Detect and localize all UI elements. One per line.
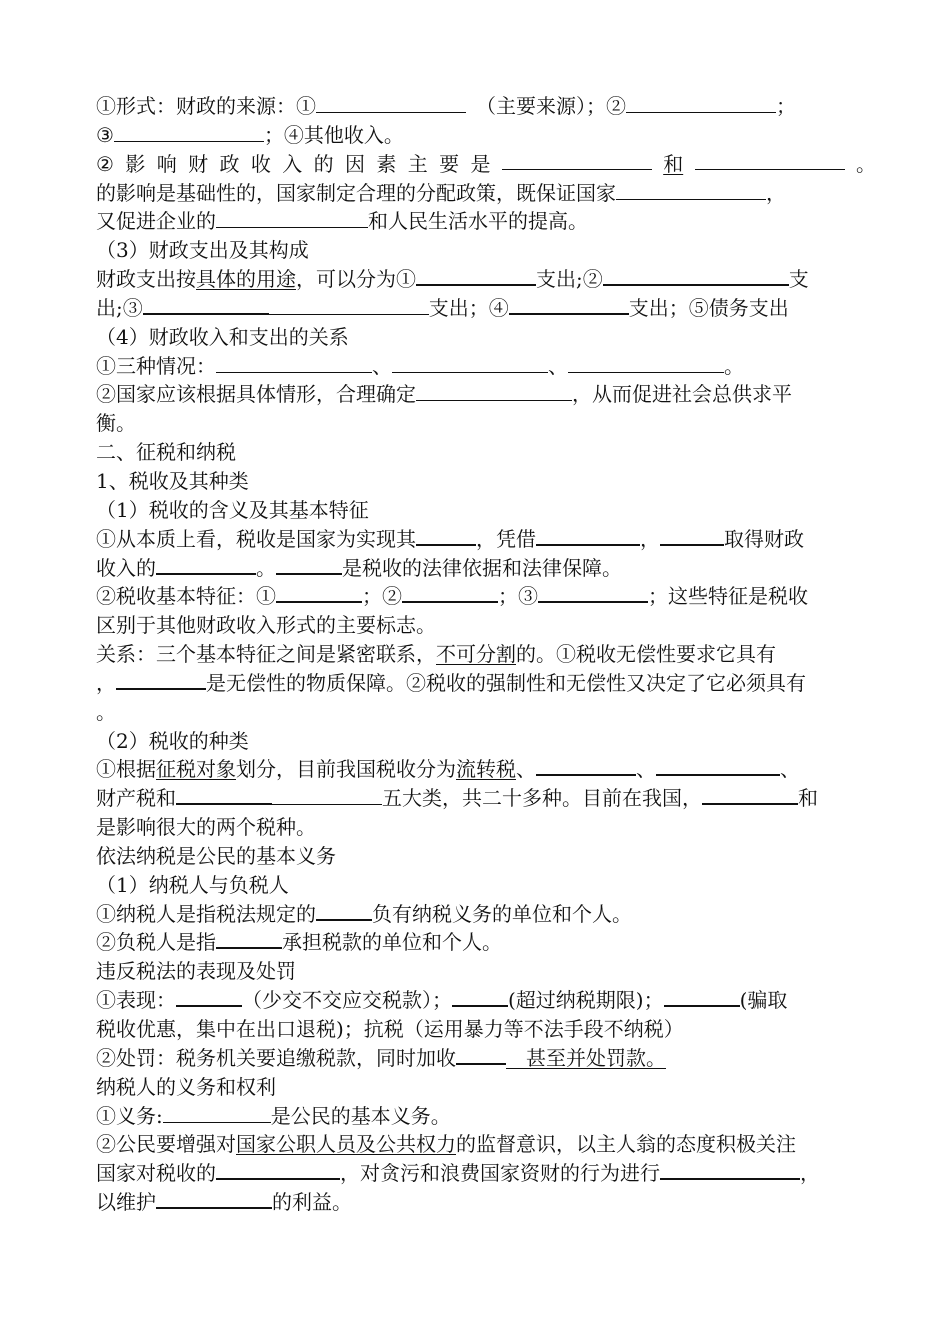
underlined-text: 和 xyxy=(663,151,684,176)
fill-in-blank[interactable] xyxy=(660,525,724,546)
text-segment: 收入的 xyxy=(96,555,156,580)
text-line xyxy=(96,1102,876,1131)
fill-in-blank[interactable] xyxy=(536,755,636,776)
text-line xyxy=(96,150,876,179)
text-segment: ①三种情况： xyxy=(96,353,216,378)
text-line xyxy=(96,900,876,929)
text-line xyxy=(96,755,876,784)
text-segment: ①形式：财政的来源：① xyxy=(96,94,316,118)
text-segment: 支 xyxy=(788,267,809,292)
text-segment: 衡。 xyxy=(96,411,136,436)
text-segment: 影 xyxy=(125,151,146,176)
text-segment: 的影响是基础性的，国家制定合理的分配政策，既保证国家 xyxy=(96,180,616,205)
text-segment: 是 xyxy=(470,151,491,176)
text-line xyxy=(96,92,876,121)
fill-in-blank[interactable] xyxy=(502,150,652,170)
text-line xyxy=(96,294,876,323)
text-segment: 、 xyxy=(780,757,800,782)
text-segment: 出;③ xyxy=(96,295,143,320)
text-segment: 。 xyxy=(724,353,744,378)
text-segment: （3）财政支出及其构成 xyxy=(96,238,309,263)
fill-in-blank[interactable] xyxy=(216,208,368,228)
text-segment: 划分，目前我国税收分为 xyxy=(236,757,456,782)
text-line xyxy=(96,265,876,294)
text-segment: 响 xyxy=(156,151,177,176)
fill-in-blank[interactable] xyxy=(416,265,536,286)
text-segment: ②处罚：税务机关要追缴税款，同时加收 xyxy=(96,1045,456,1070)
text-segment: 的监督意识，以主人翁的态度积极关注 xyxy=(456,1132,796,1157)
fill-in-blank[interactable] xyxy=(156,1188,272,1209)
text-segment: 、 xyxy=(516,757,536,782)
text-segment: 国家对税收的 xyxy=(96,1161,216,1186)
text-segment: 以维护 xyxy=(96,1190,156,1215)
text-segment: 税收优惠，集中在出口退税)；抗税（运用暴力等不法手段不纳税） xyxy=(96,1017,684,1041)
text-line xyxy=(96,640,876,669)
fill-in-blank[interactable] xyxy=(603,265,789,286)
text-line xyxy=(96,1159,876,1188)
text-line xyxy=(96,1044,876,1073)
text-segment: ； xyxy=(776,94,796,118)
fill-in-blank[interactable] xyxy=(702,784,798,805)
text-line xyxy=(96,236,876,265)
text-segment: 和人民生活水平的提高。 xyxy=(368,209,588,234)
text-segment: 主 xyxy=(407,151,428,176)
fill-in-blank[interactable] xyxy=(114,122,264,142)
fill-in-blank[interactable] xyxy=(656,755,780,776)
underlined-text: 甚至并处罚款。 xyxy=(506,1045,666,1070)
text-segment: 负有纳税义务的单位和个人。 xyxy=(372,901,632,926)
text-line xyxy=(96,669,876,698)
text-line xyxy=(96,352,876,381)
text-line xyxy=(96,727,876,756)
fill-in-blank[interactable] xyxy=(156,554,256,575)
text-segment: ②税收基本特征：① xyxy=(96,584,276,609)
text-segment: （1）纳税人与负税人 xyxy=(96,872,289,897)
text-segment: 关系：三个基本特征之间是紧密联系， xyxy=(96,642,436,667)
text-line xyxy=(96,179,876,208)
text-segment: （2）税收的种类 xyxy=(96,728,249,753)
text-line xyxy=(96,957,876,986)
fill-in-blank[interactable] xyxy=(509,294,629,315)
text-segment: 违反税法的表现及处罚 xyxy=(96,959,296,984)
text-segment: 政 xyxy=(219,151,240,176)
text-segment: 支出;② xyxy=(536,267,603,292)
text-segment: 是无偿性的物质保障。②税收的强制性和无偿性又决定了它必须具有 xyxy=(206,670,806,695)
text-segment: 财政支出按 xyxy=(96,267,196,292)
fill-in-blank[interactable] xyxy=(276,554,342,575)
text-segment: 是税收的法律依据和法律保障。 xyxy=(342,555,622,580)
fill-in-blank[interactable] xyxy=(276,582,362,603)
fill-in-blank[interactable] xyxy=(176,784,272,805)
underlined-text: 不可分割 xyxy=(436,642,516,667)
text-segment: ②负税人是指 xyxy=(96,930,216,955)
text-segment: ①表现： xyxy=(96,988,176,1013)
text-segment: 的利益。 xyxy=(272,1190,352,1215)
text-line xyxy=(96,496,876,525)
text-segment: ①纳税人是指税法规定的 xyxy=(96,901,316,926)
fill-in-blank[interactable] xyxy=(660,1159,800,1180)
underlined-text: 具体的用途 xyxy=(196,267,296,292)
text-segment: 二、征税和纳税 xyxy=(96,440,236,465)
text-segment: 的。①税收无偿性要求它具有 xyxy=(516,642,776,667)
fill-in-blank[interactable] xyxy=(316,900,372,921)
text-line xyxy=(96,986,876,1015)
underlined-text: 国家公职人员及公共权力 xyxy=(236,1132,456,1157)
fill-in-blank[interactable] xyxy=(116,669,206,690)
fill-in-blank[interactable] xyxy=(452,986,508,1007)
text-line xyxy=(96,207,876,236)
text-line xyxy=(96,409,876,438)
text-segment: ，对贪污和浪费国家资财的行为进行 xyxy=(340,1161,660,1186)
text-segment: 承担税款的单位和个人。 xyxy=(282,930,502,955)
text-line xyxy=(96,928,876,957)
text-line xyxy=(96,871,876,900)
text-segment: 1、税收及其种类 xyxy=(96,468,249,493)
text-segment: 收 xyxy=(250,151,271,176)
text-segment: 是影响很大的两个税种。 xyxy=(96,815,316,840)
text-line xyxy=(96,842,876,871)
fill-in-blank[interactable] xyxy=(163,1103,271,1123)
fill-in-blank[interactable] xyxy=(176,986,242,1007)
fill-in-blank[interactable] xyxy=(568,353,724,373)
text-segment: ②国家应该根据具体情形，合理确定 xyxy=(96,382,416,407)
text-segment: 素 xyxy=(376,151,397,176)
text-segment: 、 xyxy=(372,353,392,378)
text-segment: ，可以分为① xyxy=(296,267,416,292)
fill-in-blank[interactable] xyxy=(664,986,740,1007)
text-segment: 。 xyxy=(855,151,876,176)
text-segment: （4）财政收入和支出的关系 xyxy=(96,324,349,349)
text-segment: 的 xyxy=(313,151,334,176)
text-segment: 入 xyxy=(282,151,303,176)
text-line xyxy=(96,1130,876,1159)
text-segment: 又促进企业的 xyxy=(96,209,216,234)
fill-in-blank[interactable] xyxy=(402,582,498,603)
text-line xyxy=(96,784,876,813)
text-segment: 依法纳税是公民的基本义务 xyxy=(96,843,336,868)
text-segment: （少交不交应交税款）； xyxy=(242,988,452,1013)
text-segment: (骗取 xyxy=(739,988,788,1013)
text-segment: 要 xyxy=(439,151,460,176)
text-segment: ②公民要增强对 xyxy=(96,1132,236,1157)
text-line xyxy=(96,438,876,467)
text-segment: ；③ xyxy=(498,584,538,609)
text-segment: ①义务: xyxy=(96,1103,163,1128)
text-segment: ，凭借 xyxy=(476,526,536,551)
underlined-text: 流转税 xyxy=(456,757,516,782)
text-line xyxy=(96,380,876,409)
text-segment: 取得财政 xyxy=(724,526,804,551)
text-segment: 支出；⑤债务支出 xyxy=(628,295,789,320)
text-segment: ， xyxy=(800,1161,820,1186)
fill-in-blank[interactable] xyxy=(456,1044,506,1065)
text-segment: 因 xyxy=(344,151,365,176)
fill-in-blank[interactable] xyxy=(216,928,282,949)
text-segment: ；④其他收入。 xyxy=(263,122,404,147)
text-segment: 财产税和 xyxy=(96,786,176,811)
text-segment: ①根据 xyxy=(96,757,156,782)
document-page xyxy=(96,92,876,1217)
text-line xyxy=(96,1073,876,1102)
fill-in-blank[interactable] xyxy=(616,180,766,200)
text-segment: ，从而促进社会总供求平 xyxy=(572,382,792,407)
text-line xyxy=(96,1188,876,1217)
text-segment: 和 xyxy=(798,786,818,811)
text-segment: ， xyxy=(640,526,660,551)
text-line xyxy=(96,813,876,842)
underlined-text: 征税对象 xyxy=(156,757,236,782)
text-line xyxy=(96,1015,876,1044)
text-segment: （主要来源）；② xyxy=(466,94,626,118)
fill-in-blank[interactable] xyxy=(416,381,572,401)
text-segment: 、 xyxy=(548,353,568,378)
text-line xyxy=(96,698,876,727)
fill-in-blank[interactable] xyxy=(538,582,648,603)
text-line xyxy=(96,525,876,554)
text-segment: 。 xyxy=(96,699,116,724)
fill-in-blank[interactable] xyxy=(416,525,476,546)
text-segment: 纳税人的义务和权利 xyxy=(96,1074,276,1099)
fill-in-blank[interactable] xyxy=(216,1159,340,1180)
fill-in-blank[interactable] xyxy=(272,785,382,805)
text-line xyxy=(96,611,876,640)
text-segment: （1）税收的含义及其基本特征 xyxy=(96,497,369,522)
fill-in-blank[interactable] xyxy=(216,353,372,373)
text-segment: 是公民的基本义务。 xyxy=(270,1103,451,1128)
text-segment: ， xyxy=(766,180,786,205)
fill-in-blank[interactable] xyxy=(536,525,640,546)
text-line xyxy=(96,554,876,583)
text-segment: ③ xyxy=(96,122,114,147)
text-segment: 支出；④ xyxy=(428,295,509,320)
fill-in-blank[interactable] xyxy=(316,93,466,113)
fill-in-blank[interactable] xyxy=(143,294,269,315)
text-line xyxy=(96,121,876,150)
fill-in-blank[interactable] xyxy=(269,295,429,315)
text-segment: (超过纳税期限)； xyxy=(508,988,664,1013)
text-line xyxy=(96,582,876,611)
text-line xyxy=(96,323,876,352)
text-segment: ①从本质上看，税收是国家为实现其 xyxy=(96,526,416,551)
text-segment: 五大类，共二十多种。目前在我国， xyxy=(382,786,702,811)
text-segment: ；② xyxy=(362,584,402,609)
text-line xyxy=(96,467,876,496)
text-segment: ， xyxy=(96,670,116,695)
fill-in-blank[interactable] xyxy=(392,353,548,373)
text-segment: 区别于其他财政收入形式的主要标志。 xyxy=(96,613,436,638)
fill-in-blank[interactable] xyxy=(695,150,845,170)
text-segment: 、 xyxy=(636,757,656,782)
fill-in-blank[interactable] xyxy=(626,93,776,113)
text-segment: 财 xyxy=(188,151,209,176)
text-segment: ② xyxy=(96,151,114,176)
text-segment: 。 xyxy=(256,555,276,580)
text-segment: ；这些特征是税收 xyxy=(648,584,808,609)
